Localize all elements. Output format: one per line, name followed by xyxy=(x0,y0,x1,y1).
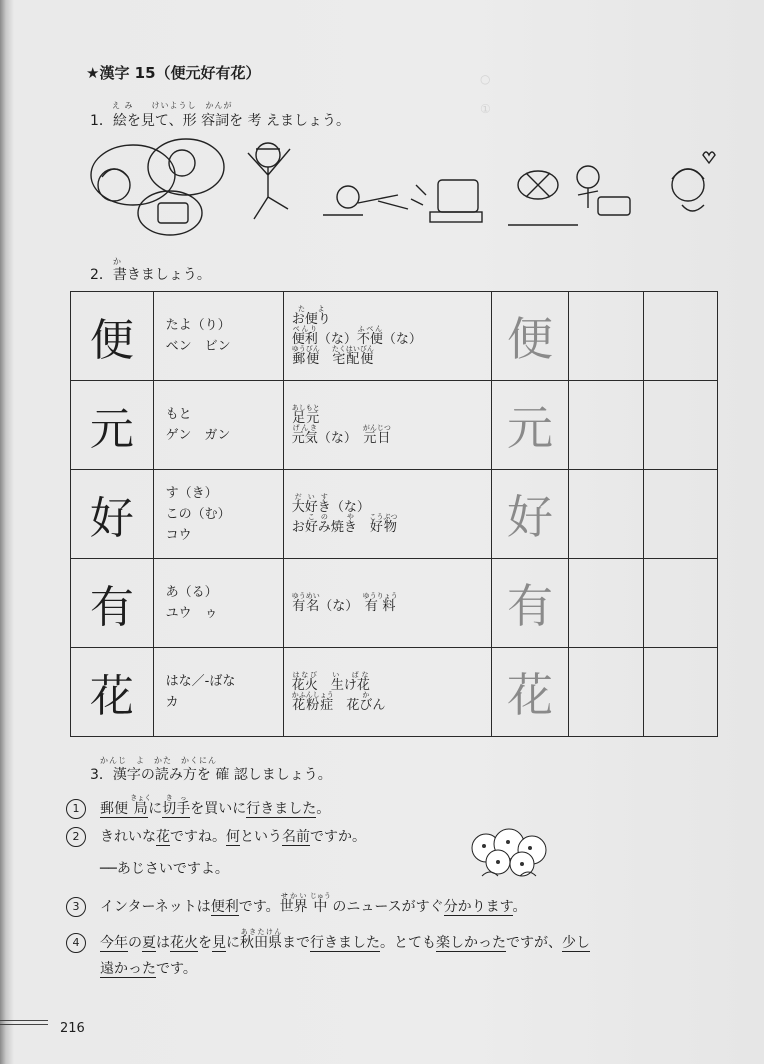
practice-model-kanji: 有 xyxy=(491,559,568,648)
section2-ruby: か xyxy=(113,257,121,266)
kanji-character: 花 xyxy=(71,648,154,737)
bleed-through-text: ① xyxy=(480,102,611,116)
reading: コウ xyxy=(165,527,192,543)
sentence-number: 2 xyxy=(66,827,86,847)
section1-ruby: え み けいようし かんが xyxy=(112,101,233,110)
section1-heading: 1．絵を見て、形 容詞を 考 えましょう。 xyxy=(90,113,350,129)
practice-box[interactable] xyxy=(569,559,643,648)
kanji-character: 好 xyxy=(71,470,154,559)
kanji-readings xyxy=(153,470,283,559)
kanji-readings xyxy=(153,381,283,470)
reading: はな／-ばな xyxy=(165,674,236,689)
reading-sentence xyxy=(66,928,590,953)
kanji-vocabulary: お便りたよ 便利べんり（な）不便ふべん（な） 郵便ゆうびん 宅配便たくはいびん xyxy=(283,292,491,381)
reading: ベン ビン xyxy=(165,339,231,354)
kanji-table xyxy=(70,291,718,737)
kanji-vocabulary: 大好きだいす（な） お好み焼きこの や 好物こうぶつ xyxy=(283,470,491,559)
reading-sentence xyxy=(66,892,527,917)
footer-rule xyxy=(0,1020,48,1025)
reading: す（き） xyxy=(165,485,218,501)
section2-heading: 2．書きましょう。 xyxy=(90,267,211,283)
reading: ゲン ガン xyxy=(165,428,231,443)
reading-sentence xyxy=(100,958,197,978)
reading: この（む） xyxy=(165,506,231,522)
kanji-vocabulary: 足元あしもと 元気げんき（な） 元日がんじつ xyxy=(283,381,491,470)
kanji-vocabulary: 有名ゆうめい（な） 有料ゆうりょう xyxy=(283,559,491,648)
page-number: 216 xyxy=(60,1021,85,1036)
page-title: ★漢字 15（便元好有花） xyxy=(86,64,261,82)
sentence-text: 郵便 局きょくに切手きっを買いに行きました。 xyxy=(100,794,331,817)
sentence-number: 4 xyxy=(66,933,86,953)
kanji-readings xyxy=(153,292,283,381)
practice-box[interactable] xyxy=(643,470,717,559)
reading: たよ（り） xyxy=(165,318,231,333)
sentence-number: 3 xyxy=(66,897,86,917)
reading-sentence xyxy=(100,858,229,878)
practice-box[interactable] xyxy=(643,292,717,381)
kanji-readings xyxy=(153,559,283,648)
reading-sentence xyxy=(66,826,366,847)
kanji-readings xyxy=(153,648,283,737)
reading-sentence xyxy=(66,794,330,819)
kanji-vocabulary: 花火はなび 生け花い ばな 花粉症かふんしょう 花びんか xyxy=(283,648,491,737)
kanji-row xyxy=(71,470,718,559)
reading: ユウ ゥ xyxy=(165,606,218,621)
practice-model-kanji: 便 xyxy=(491,292,568,381)
practice-box[interactable] xyxy=(643,559,717,648)
reading: カ xyxy=(165,695,179,710)
section3-ruby: かんじ よ かた かくにん xyxy=(100,756,217,765)
section3-heading: 3．漢字の読み方を 確 認しましょう。 xyxy=(90,767,332,783)
kanji-character: 便 xyxy=(71,292,154,381)
sentence-text: 今年の夏は花火を見に秋田県あきたけんまで行きました。とても楽しかったですが、少し xyxy=(100,928,590,951)
kanji-row xyxy=(71,292,718,381)
practice-box[interactable] xyxy=(569,381,643,470)
practice-box[interactable] xyxy=(643,648,717,737)
practice-box[interactable] xyxy=(643,381,717,470)
practice-model-kanji: 花 xyxy=(491,648,568,737)
bleed-through-text: ○ xyxy=(480,72,623,86)
sentence-text: きれいな花ですね。何という名前ですか。 xyxy=(100,829,366,845)
sentence-text: ──あじさいですよ。 xyxy=(100,861,229,877)
kanji-character: 元 xyxy=(71,381,154,470)
reading: もと xyxy=(165,407,192,422)
hydrangea-illustration xyxy=(464,826,554,884)
practice-box[interactable] xyxy=(569,292,643,381)
adjective-illustrations xyxy=(78,135,718,245)
practice-box[interactable] xyxy=(569,648,643,737)
sentence-text: 遠かったです。 xyxy=(100,961,197,977)
practice-box[interactable] xyxy=(569,470,643,559)
kanji-row xyxy=(71,648,718,737)
kanji-row xyxy=(71,381,718,470)
practice-model-kanji: 元 xyxy=(491,381,568,470)
sentence-number: 1 xyxy=(66,799,86,819)
kanji-row xyxy=(71,559,718,648)
sentence-text: インターネットは便利です。世界せかい 中じゅう のニュースがすぐ分かります。 xyxy=(100,892,527,915)
reading: あ（る） xyxy=(165,585,218,600)
kanji-character: 有 xyxy=(71,559,154,648)
practice-model-kanji: 好 xyxy=(491,470,568,559)
